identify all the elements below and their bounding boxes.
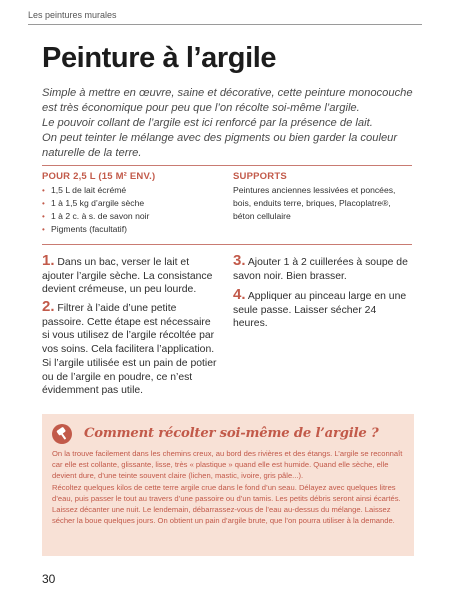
intro-line: naturelle de la terre. (42, 147, 142, 159)
box-paragraph: Récoltez quelques kilos de cette terre argile crue dans le fond d’un seau. Délayez avec quelques litres d’eau, puis passer le tout au travers d’une passoire ou d’un tamis. Les petits débris seront ainsi écartés. Laissez décanter une nuit. Le lendemain, débarrassez-vous de l’eau au-dessus du mélange. Laissez sécher la boue quelques jours. On obtient un pain d’argile brute, que l’on pourra utiliser à la demande. (52, 482, 401, 526)
info-divider-bottom (42, 244, 412, 245)
running-header (0, 0, 450, 26)
ingredient-item (42, 223, 222, 236)
ingredient-item (42, 197, 222, 210)
page-title: Peinture à l’argile (42, 42, 277, 74)
page-number: 30 (42, 572, 56, 586)
bullet-icon: • (42, 199, 45, 208)
box-paragraph: On la trouve facilement dans les chemins creux, au bord des rivières et des étangs. L’argile se reconnaît car elle est collante, glissante, lisse, très « plastique » quand elle est humide. Quand elle sèche, elle devient dure, d’une teinte souvent claire (lichen, mastic, ivoire, gris pâle...). (52, 449, 403, 481)
ingredient-text: 1 à 2 c. à s. de savon noir (51, 211, 150, 221)
info-divider-top (42, 165, 412, 166)
bullet-icon: • (42, 186, 45, 195)
supports-heading: SUPPORTS (233, 171, 287, 182)
step-1 (42, 254, 220, 297)
intro-paragraph (42, 86, 414, 161)
supports-text: Peintures anciennes lessivées et poncées, bois, enduits terre, briques, Placoplatre®, béton cellulaire (233, 185, 396, 221)
step-text: Appliquer au pinceau large en une seule passe. Laisser sécher 24 heures. (233, 291, 407, 330)
step-2 (42, 300, 220, 398)
box-title: Comment récolter soi-même de l’argile ? (84, 426, 379, 441)
section-label: Les peintures murales (28, 10, 117, 20)
step-number: 2. (42, 298, 55, 315)
step-text: Dans un bac, verser le lait et ajouter l’argile sèche. La consistance devient crémeuse, un peu lourde. (42, 257, 213, 296)
box-body (52, 448, 406, 526)
intro-line: est très économique pour peu que l’on récolte soi-même l’argile. (42, 102, 360, 114)
intro-line: Le pouvoir collant de l’argile est ici renforcé par la présence de lait. (42, 117, 373, 129)
intro-line: Simple à mettre en œuvre, saine et décorative, cette peinture monocouche (42, 87, 413, 99)
step-text: Filtrer à l’aide d’une petite passoire. Cette étape est nécessaire si vous utilisez de l’argile récoltée par vos soins. Cela facilitera l’application. Si l’argile utilisée est un pain de potier ou de l’argile en poudre, ce n’est évidemment pas utile. (42, 303, 217, 397)
header-rule (28, 24, 422, 25)
step-4 (233, 288, 413, 331)
bullet-icon: • (42, 225, 45, 234)
step-number: 3. (233, 252, 246, 269)
ingredient-text: 1,5 L de lait écrémé (51, 185, 127, 195)
ingredient-item (42, 184, 222, 197)
intro-line: On peut teinter le mélange avec des pigments ou bien garder la couleur (42, 132, 398, 144)
step-number: 1. (42, 252, 55, 269)
paint-brush-icon (52, 424, 72, 444)
ingredient-text: Pigments (facultatif) (51, 224, 127, 234)
bullet-icon: • (42, 212, 45, 221)
ingredient-text: 1 à 1,5 kg d’argile sèche (51, 198, 145, 208)
tip-box (42, 414, 414, 556)
step-3 (233, 254, 413, 283)
step-number: 4. (233, 286, 246, 303)
ingredients-heading: POUR 2,5 L (15 M² ENV.) (42, 171, 156, 182)
ingredient-item (42, 210, 222, 223)
step-text: Ajouter 1 à 2 cuillerées à soupe de savon noir. Bien brasser. (233, 257, 408, 282)
ingredients-list (42, 184, 222, 236)
